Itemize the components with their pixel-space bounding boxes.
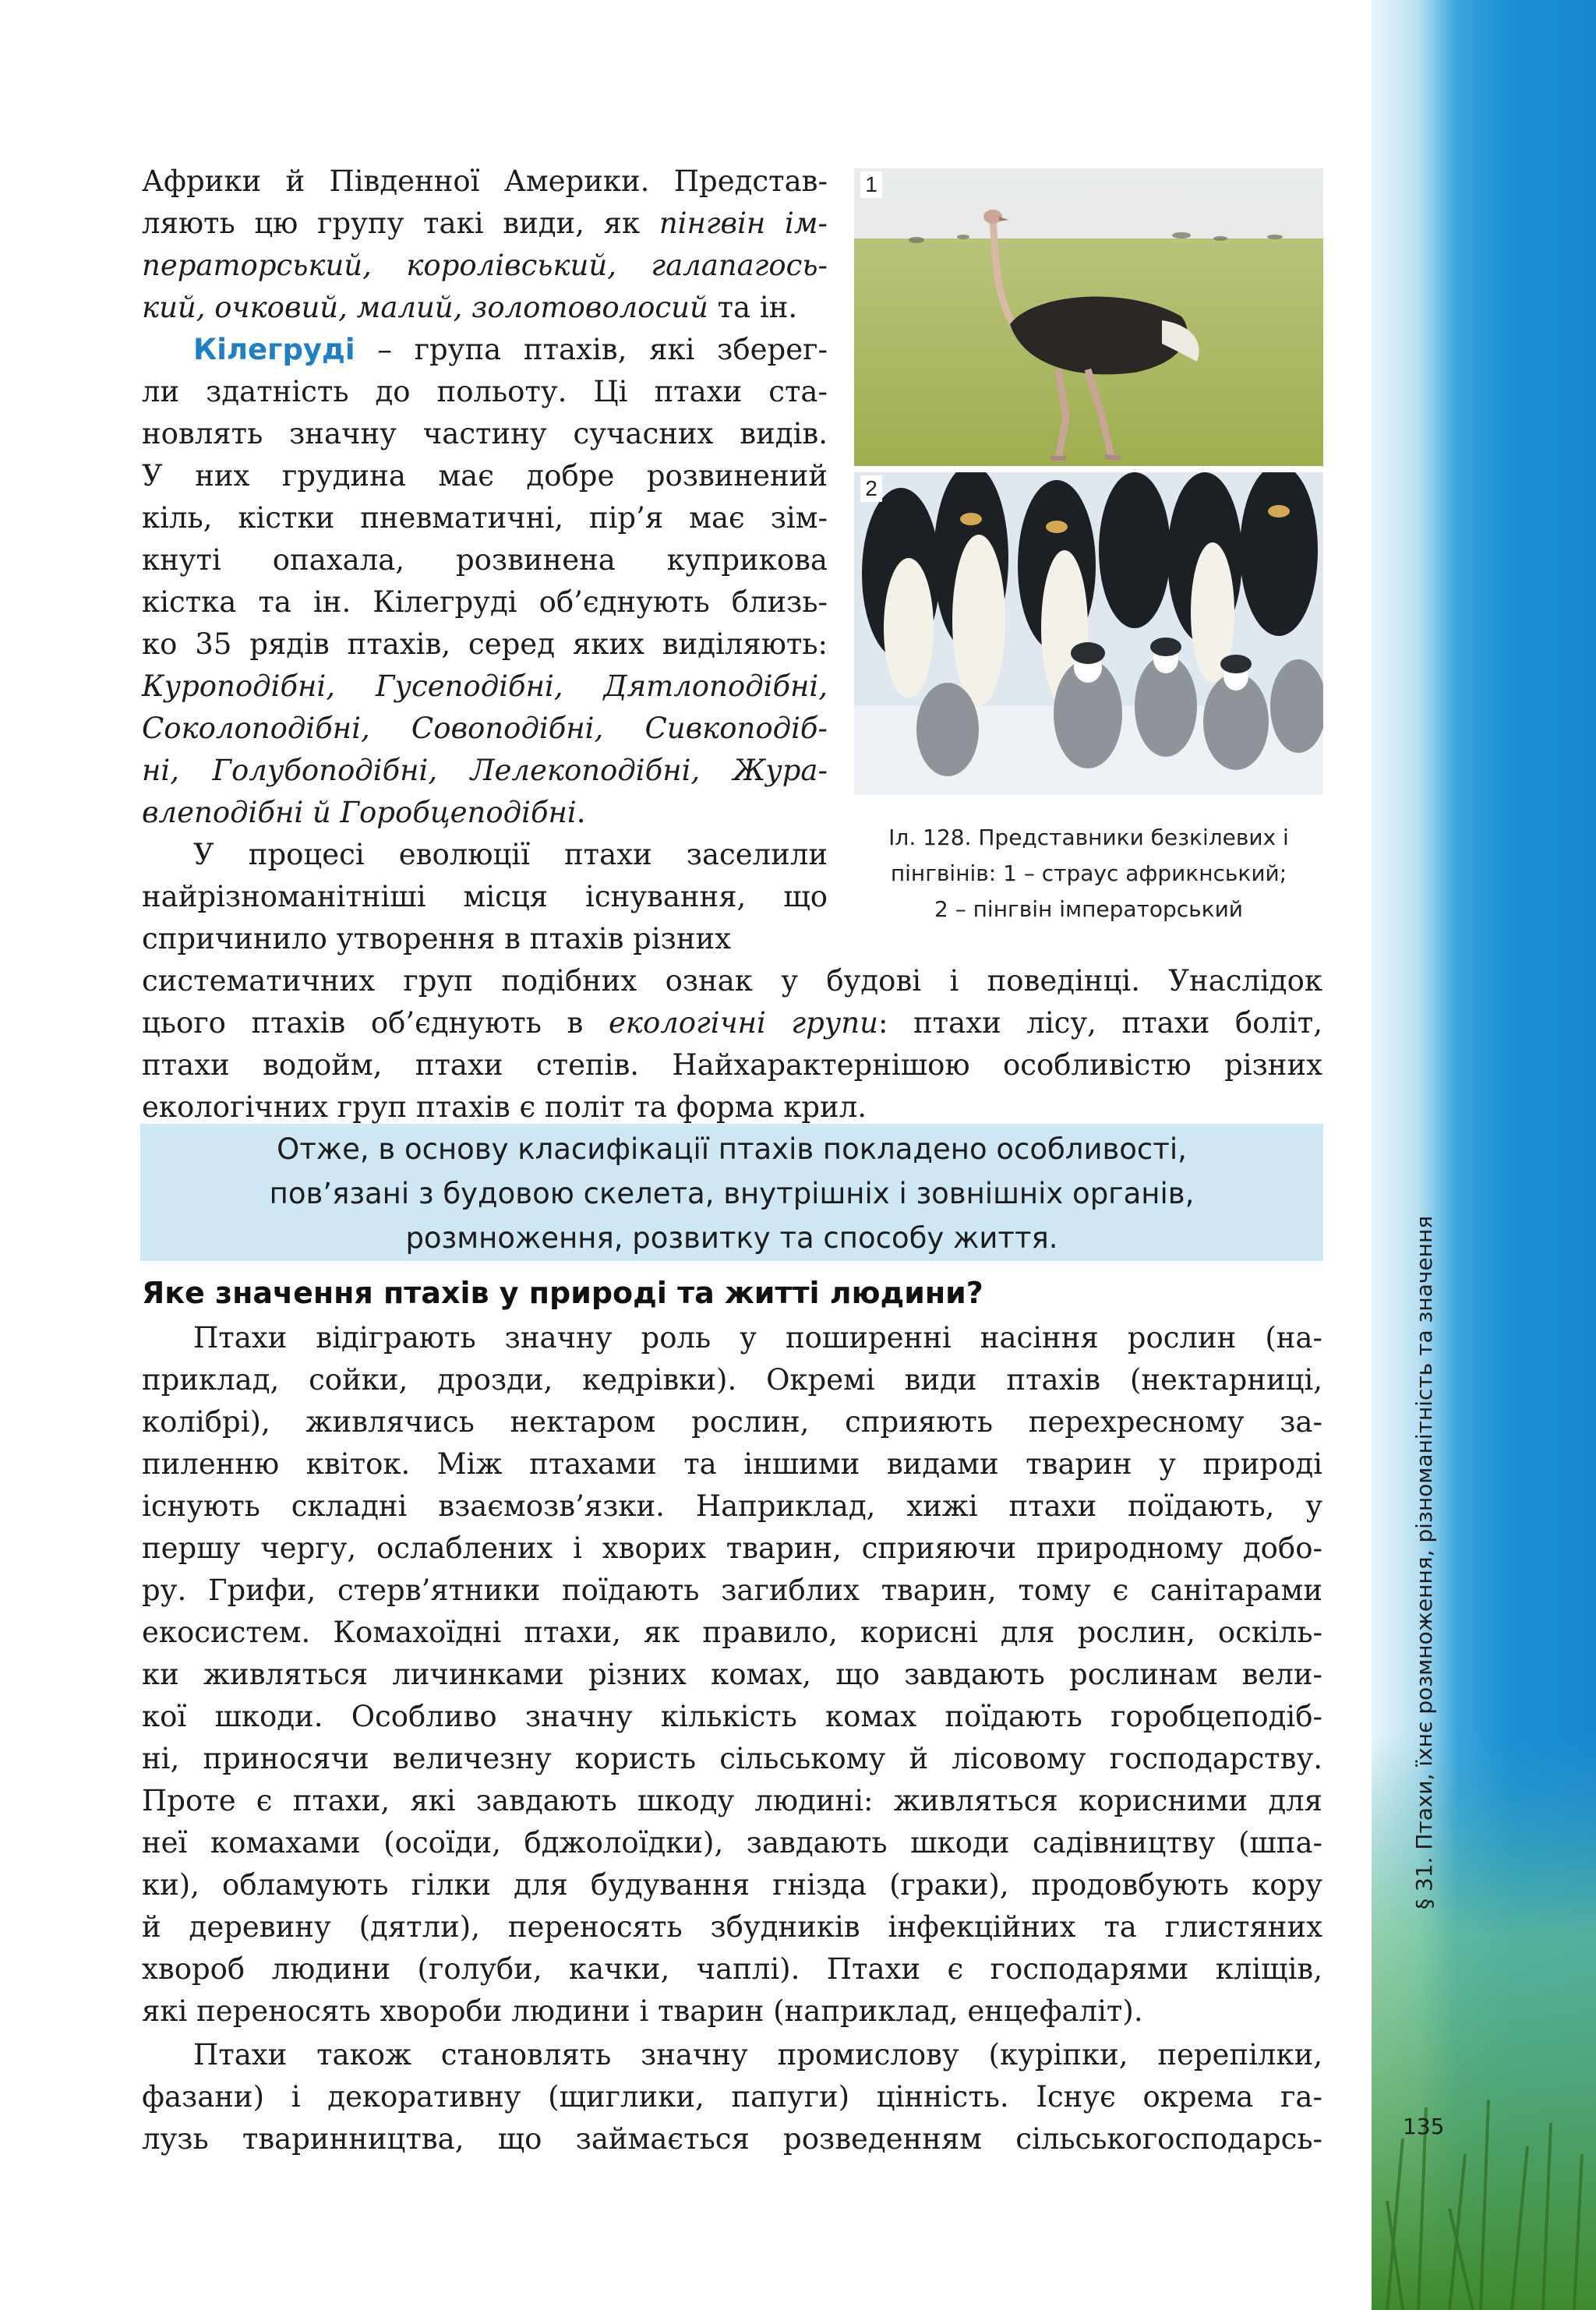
text-line: й деревину (дятли), переносять збудників інфекційних та глистяних: [142, 1910, 1322, 1944]
text-line: влеподібні й Горобцеподібні.: [142, 796, 586, 829]
summary-line: розмноження, розвитку та способу життя.: [405, 1221, 1058, 1255]
text-line: ру. Грифи, стерв’ятники поїдають загиблих тварин, тому є санітарами: [142, 1574, 1322, 1607]
text-line: ли здатність до польоту. Ці птахи ста-: [142, 375, 828, 408]
text-line: кнуті опахала, розвинена куприкова: [142, 543, 828, 577]
text-line: У них грудина має добре розвинений: [142, 459, 828, 493]
section-heading: Яке значення птахів у природі та житті людини?: [142, 1276, 983, 1310]
text-line: першу чергу, ослаблених і хворих тварин, сприяючи природному добо-: [142, 1531, 1322, 1565]
italic-term: пінгвін ім-: [659, 207, 828, 240]
text-line: Африки й Південної Америки. Представ-: [142, 164, 828, 198]
text-line: спричинило утворення в птахів різних: [142, 922, 732, 955]
grass-decoration: [1372, 1733, 1596, 2310]
text-line: систематичних груп подібних ознак у будові і поведінці. Унаслідок: [142, 964, 1322, 998]
text-line: лузь тваринництва, що займається розведенням сільськогосподарсь-: [142, 2122, 1322, 2156]
text-line: екологічних груп птахів є політ та форма крил.: [142, 1090, 867, 1124]
text-line: ні, Голубоподібні, Лелекоподібні, Жура-: [142, 754, 828, 787]
text-line: Проте є птахи, які завдають шкоду людині: живляться корисними для: [142, 1784, 1322, 1817]
text-line: птахи водойм, птахи степів. Найхарактернішою особливістю різних: [142, 1048, 1322, 1082]
text-line: ко 35 рядів птахів, серед яких виділяють:: [142, 627, 828, 661]
summary-box: [140, 1124, 1323, 1261]
text-line: кої шкоди. Особливо значну кількість комах поїдають горобцеподіб-: [142, 1700, 1322, 1733]
text-line: які переносять хвороби людини і тварин (наприклад, енцефаліт).: [142, 1994, 1143, 2028]
text-line: Куроподібні, Гусеподібні, Дятлоподібні,: [142, 669, 828, 703]
text-line: екосистем. Комахоїдні птахи, як правило, корисні для рослин, оскіль-: [142, 1616, 1322, 1649]
penguins-photo: [854, 472, 1323, 795]
ostrich-photo: [854, 168, 1323, 466]
text-line: цього птахів об’єднують в екологічні групи: птахи лісу, птахи боліт,: [142, 1006, 1323, 1040]
text-line: ператорський, королівський, галапагось-: [142, 249, 828, 282]
text-line: ляють цю групу такі види, як пінгвін ім-: [142, 207, 828, 240]
text-line: кістка та ін. Кілегруді об’єднують близь-: [142, 585, 828, 619]
section-title-vertical: § 31. Птахи, їхнє розмноження, різноманітність та значення: [1411, 1215, 1437, 1909]
page-sidebar: [1372, 0, 1596, 2310]
italic-term: екологічні групи: [608, 1006, 878, 1040]
text-line: кіль, кістки пневматичні, пір’я має зім-: [142, 501, 828, 535]
photo-number: 2: [860, 475, 882, 502]
text-line: найрізноманітніші місця існування, що: [142, 880, 828, 913]
text-line: ні, приносячи величезну користь сільському й лісовому господарству.: [142, 1742, 1322, 1775]
summary-line: пов’язані з будовою скелета, внутрішніх і зовнішніх органів,: [269, 1177, 1195, 1210]
text-line: ки живляться личинками різних комах, що завдають рослинам вели-: [142, 1658, 1322, 1691]
text-line: новлять значну частину сучасних видів.: [142, 417, 828, 450]
photo-number: 1: [860, 171, 882, 198]
text-line: ки), обламують гілки для будування гнізда (граки), продовбують кору: [142, 1868, 1322, 1902]
text-line: Птахи відіграють значну роль у поширенні насіння рослин (на-: [193, 1321, 1322, 1355]
text-line: колібрі), живлячись нектаром рослин, сприяють перехресному за-: [142, 1405, 1322, 1439]
text-line: існують складні взаємозв’язки. Наприклад, хижі птахи поїдають, у: [142, 1489, 1322, 1523]
text-line: пиленню квіток. Між птахами та іншими видами тварин у природі: [142, 1447, 1322, 1481]
text-line: приклад, сойки, дрозди, кедрівки). Окремі види птахів (нектарниці,: [142, 1363, 1322, 1397]
term-keel-breasted: Кілегруді: [193, 333, 355, 366]
text-line: Кілегруді – група птахів, які зберег-: [193, 333, 828, 366]
text-line: хвороб людини (голуби, качки, чаплі). Птахи є господарями кліщів,: [142, 1952, 1322, 1986]
text-line: У процесі еволюції птахи заселили: [193, 838, 828, 871]
figure-caption: Іл. 128. Представники безкілевих і пінгвінів: 1 – страус африкнський; 2 – пінгвін імператорський: [888, 825, 1289, 922]
page-number: 135: [1403, 2114, 1445, 2139]
text-line: кий, очковий, малий, золотоволосий та ін.: [142, 291, 798, 324]
text-line: неї комахами (осоїди, бджолоїдки), завдають шкоди садівництву (шпа-: [142, 1826, 1322, 1860]
text-line: фазани) і декоративну (щиглики, папуги) цінність. Існує окрема га-: [142, 2080, 1322, 2114]
text-line: Птахи також становлять значну промислову (куріпки, перепілки,: [193, 2038, 1322, 2072]
summary-line: Отже, в основу класифікації птахів покладено особливості,: [277, 1132, 1187, 1166]
text-line: Соколоподібні, Совоподібні, Сивкоподіб-: [142, 712, 828, 745]
